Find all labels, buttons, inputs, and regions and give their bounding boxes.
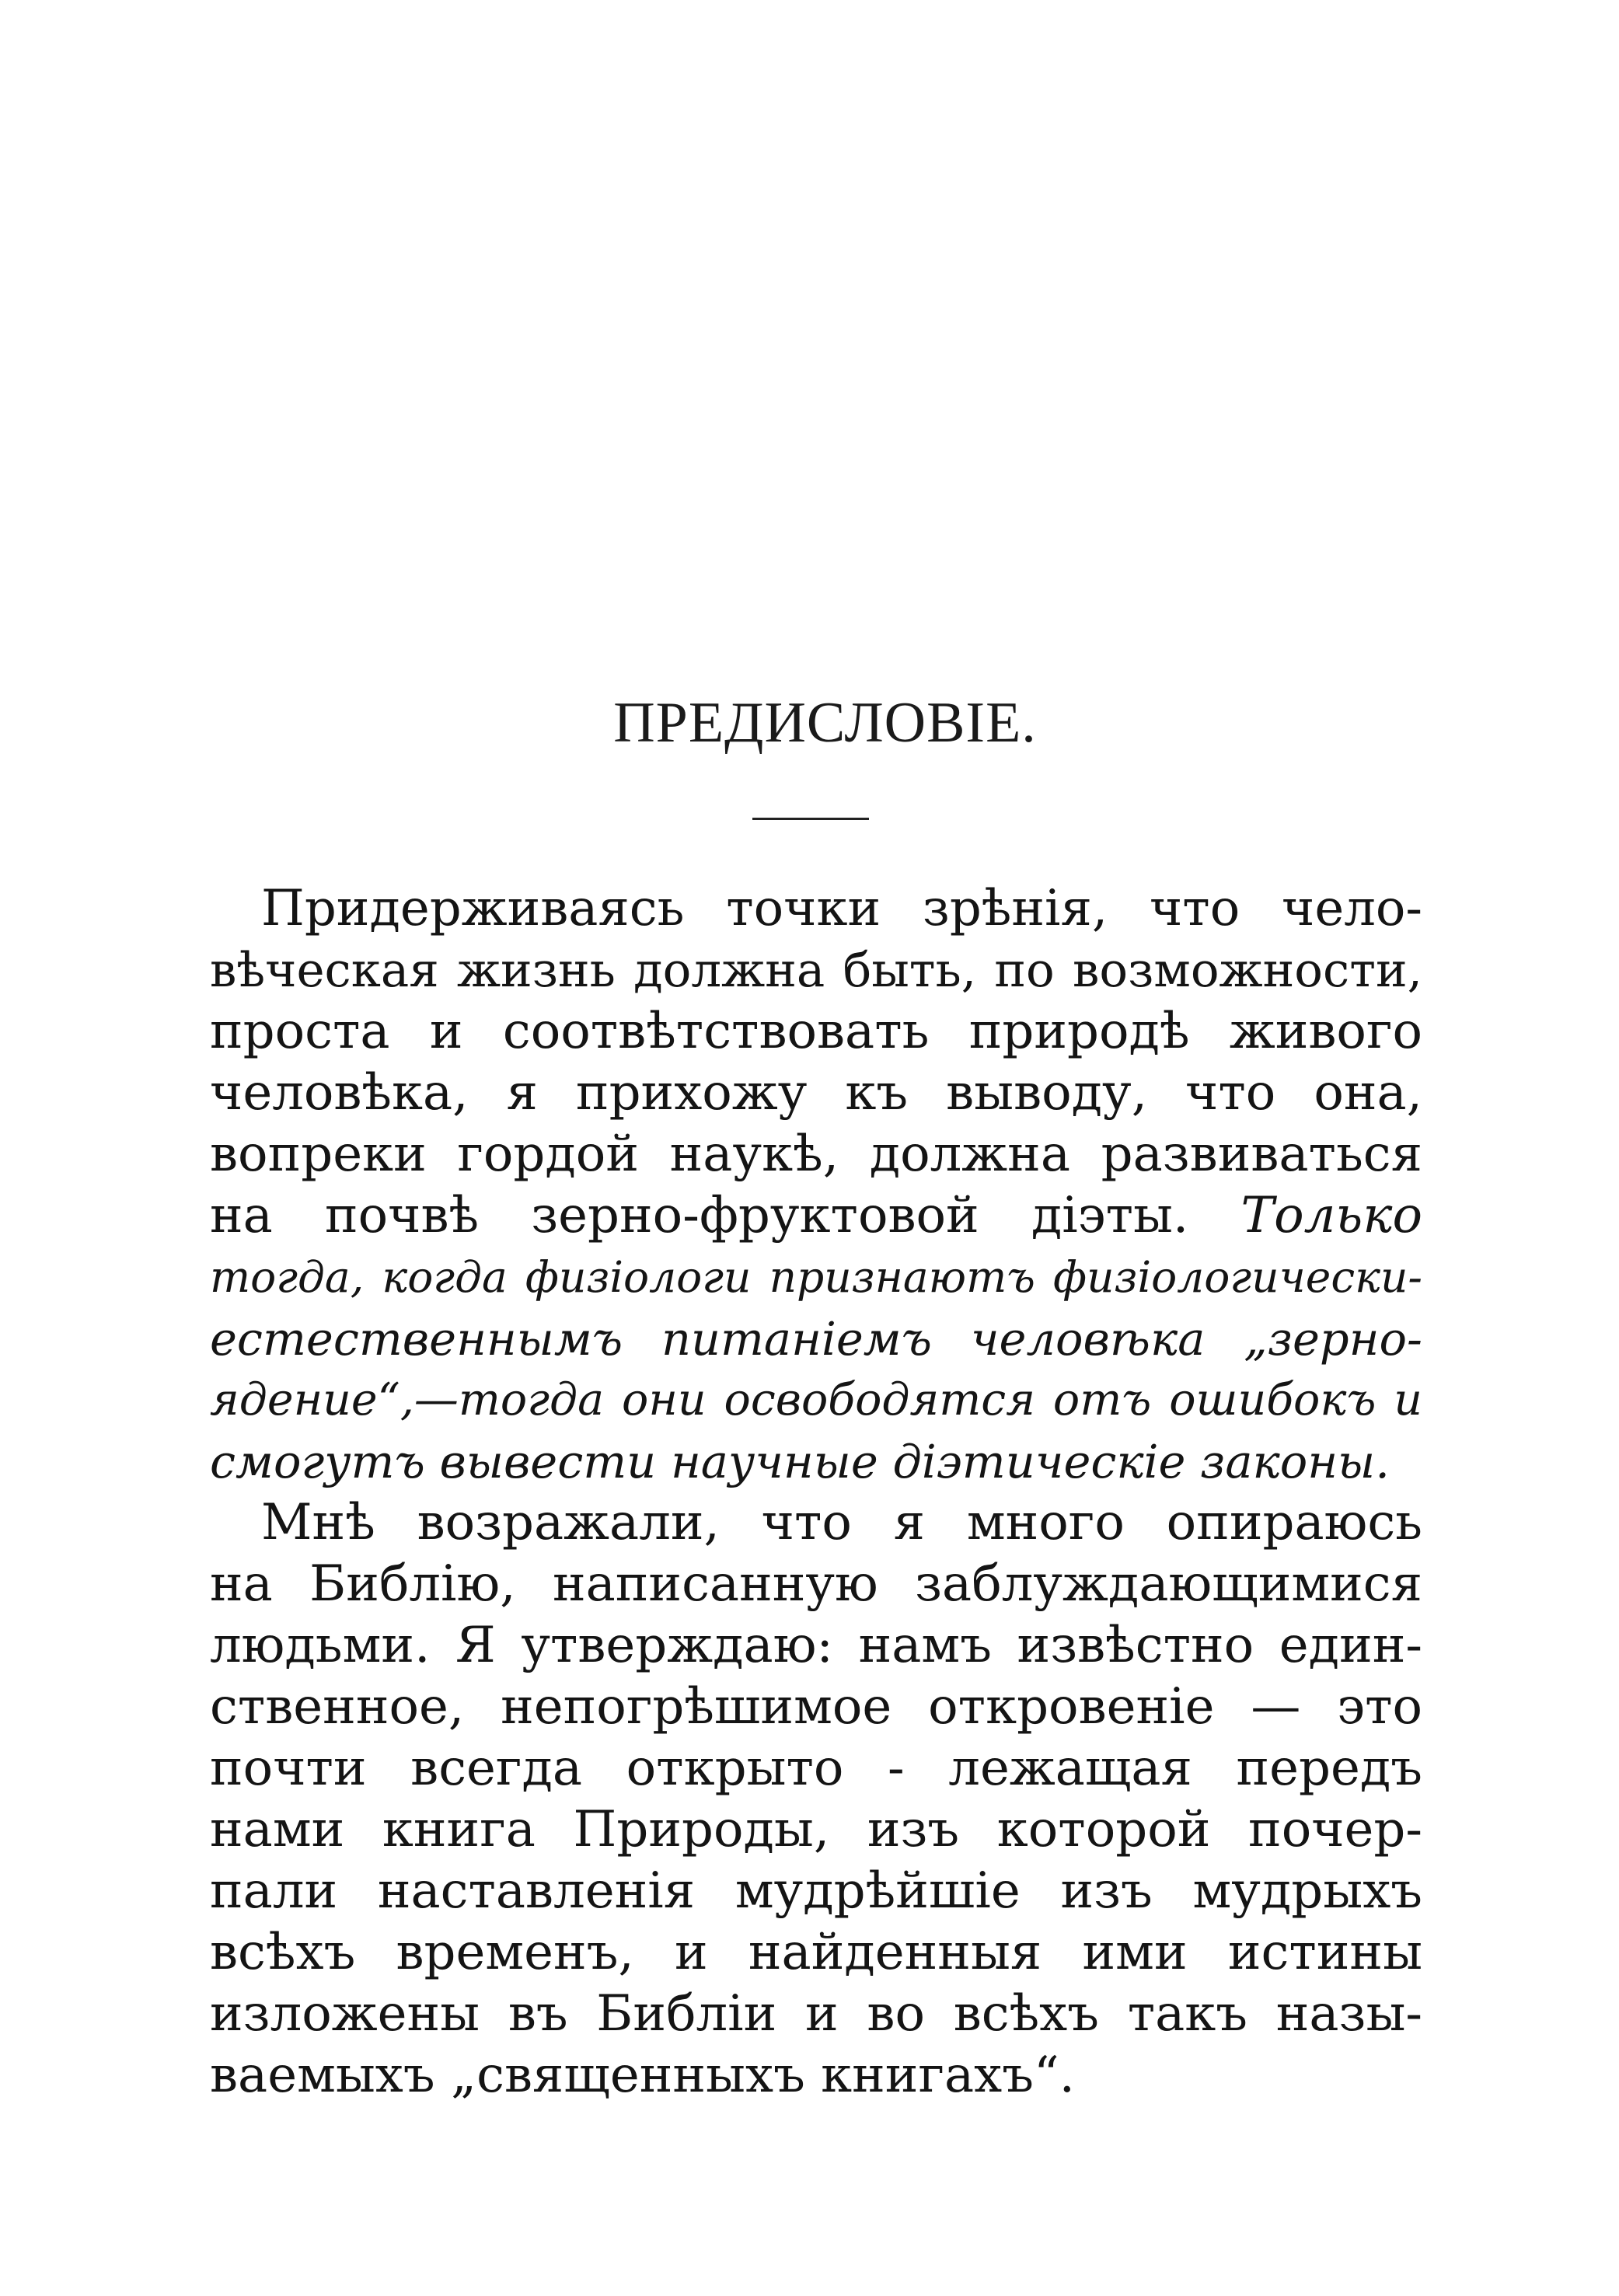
text-line-italic: смогутъ вывести научные діэтическіе законы.: [210, 1435, 1390, 1488]
text-line: людьми. Я утверждаю: намъ извѣстно един-: [210, 1617, 1422, 1674]
text-line: всѣхъ временъ, и найденныя ими истины: [210, 1924, 1422, 1981]
text-line: ственное, непогрѣшимое откровеніе — это: [210, 1678, 1422, 1736]
page-title: ПРЕДИСЛОВІЕ.: [613, 691, 1037, 755]
text-line-mixed: [210, 1185, 1422, 1247]
text-line: Мнѣ возражали, что я много опираюсь: [261, 1494, 1422, 1551]
text-line: почти всегда открыто - лежащая передъ: [210, 1739, 1422, 1797]
text-line: вѣческая жизнь должна быть, по возможности,: [210, 943, 1422, 998]
text-line-italic: ядение“,—тогда они освободятся отъ ошибокъ и: [210, 1374, 1422, 1425]
text-line-italic: естественнымъ питаніемъ человѣка „зерно-: [210, 1312, 1422, 1366]
text-line: нами книга Природы, изъ которой почер-: [210, 1801, 1422, 1858]
text-line: вопреки гордой наукѣ, должна развиваться: [210, 1125, 1422, 1183]
preface-body: [210, 878, 1422, 2106]
title-divider: [752, 818, 869, 820]
text-line: ваемыхъ „священныхъ книгахъ“.: [210, 2047, 1075, 2104]
text-line-italic: тогда, когда физіологи признаютъ физіологически-: [210, 1252, 1422, 1302]
paragraph-1: [210, 878, 1422, 1492]
paragraph-2: [210, 1492, 1422, 2106]
text-regular: на почвѣ зерно-фруктовой діэты.: [210, 1187, 1189, 1244]
text-line: человѣка, я прихожу къ выводу, что она,: [210, 1064, 1422, 1122]
text-line: пали наставленія мудрѣйшіе изъ мудрыхъ: [210, 1862, 1422, 1920]
text-line: изложены въ Библіи и во всѣхъ такъ назы-: [210, 1985, 1422, 2043]
text-line: проста и соотвѣтствовать природѣ живого: [210, 1003, 1422, 1060]
text-line: на Библію, написанную заблуждающимися: [210, 1555, 1422, 1613]
text-italic: Только: [1240, 1187, 1423, 1244]
text-line: Придерживаясь точки зрѣнія, что чело-: [261, 880, 1422, 937]
